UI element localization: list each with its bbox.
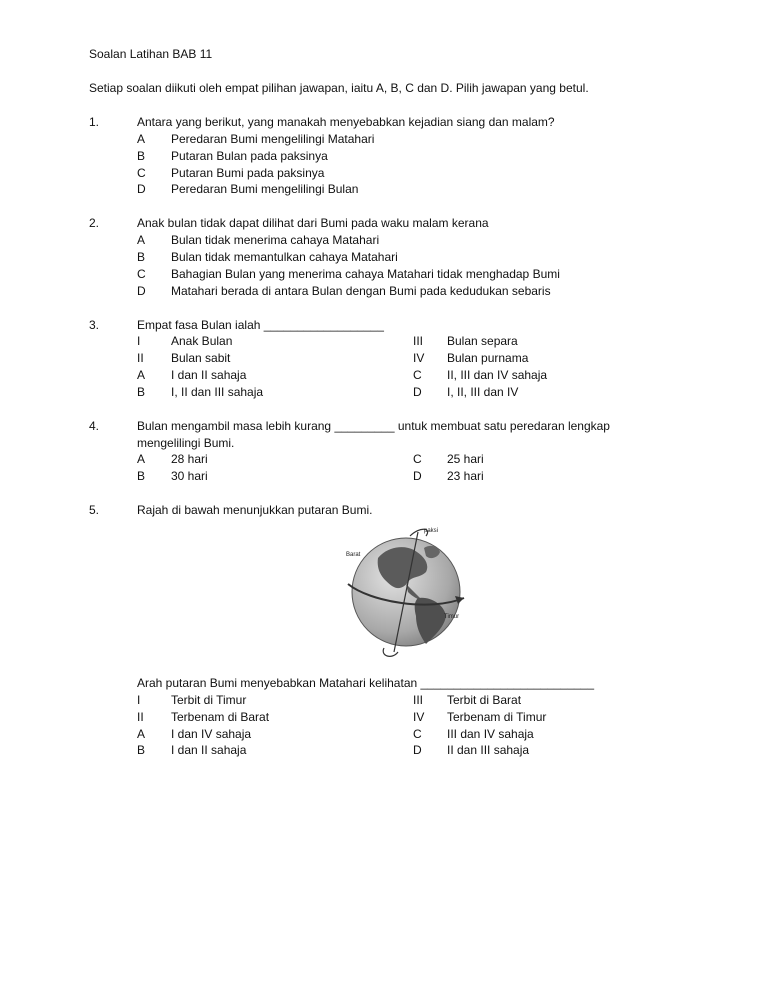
question-4-number: 4. xyxy=(89,419,100,433)
q1-option-d-text: Peredaran Bumi mengelilingi Bulan xyxy=(171,182,359,196)
q5-statement-iv-text: Terbenam di Timur xyxy=(447,710,547,724)
q3-statement-iii-text: Bulan separa xyxy=(447,334,518,348)
question-5-number: 5. xyxy=(89,503,100,517)
q5-statement-iv-numeral: IV xyxy=(413,710,425,724)
q3-option-c-letter: C xyxy=(413,368,422,382)
q4-option-c-letter: C xyxy=(413,452,422,466)
q1-option-a-letter: A xyxy=(137,132,146,146)
q2-option-c-letter: C xyxy=(137,267,146,281)
instructions: Setiap soalan diikuti oleh empat pilihan jawapan, iaitu A, B, C dan D. Pilih jawapan yang betul. xyxy=(89,81,589,95)
axis-label: paksi xyxy=(424,528,439,534)
q1-option-c-text: Putaran Bumi pada paksinya xyxy=(171,166,325,180)
q3-statement-iv-text: Bulan purnama xyxy=(447,351,529,365)
q5-option-a-text: I dan IV sahaja xyxy=(171,727,252,741)
q4-option-a-letter: A xyxy=(137,452,146,466)
q4-option-c-text: 25 hari xyxy=(447,452,484,466)
question-5-prompt: Arah putaran Bumi menyebabkan Matahari kelihatan __________________________ xyxy=(137,676,595,690)
q5-statement-i-text: Terbit di Timur xyxy=(171,693,247,707)
q3-statement-i-text: Anak Bulan xyxy=(171,334,233,348)
q5-statement-iii-numeral: III xyxy=(413,693,424,707)
question-3-number: 3. xyxy=(89,318,100,332)
question-1-text: Antara yang berikut, yang manakah menyebabkan kejadian siang dan malam? xyxy=(137,115,555,129)
q5-option-d-letter: D xyxy=(413,743,422,757)
q3-option-b-text: I, II dan III sahaja xyxy=(171,385,264,399)
question-1-number: 1. xyxy=(89,115,100,129)
question-5-text: Rajah di bawah menunjukkan putaran Bumi. xyxy=(137,503,373,517)
q1-option-b-text: Putaran Bulan pada paksinya xyxy=(171,149,328,163)
q3-statement-ii-text: Bulan sabit xyxy=(171,351,231,365)
q3-option-a-letter: A xyxy=(137,368,146,382)
q3-option-c-text: II, III dan IV sahaja xyxy=(447,368,548,382)
q3-statement-i-numeral: I xyxy=(137,334,141,348)
q5-statement-ii-numeral: II xyxy=(137,710,144,724)
q5-option-d-text: II dan III sahaja xyxy=(447,743,530,757)
q5-statement-i-numeral: I xyxy=(137,693,141,707)
earth-rotation-figure xyxy=(340,518,470,668)
q4-option-b-letter: B xyxy=(137,469,146,483)
q5-statement-ii-text: Terbenam di Barat xyxy=(171,710,270,724)
q4-option-d-letter: D xyxy=(413,469,422,483)
west-label: Barat xyxy=(346,552,361,558)
q2-option-a-text: Bulan tidak menerima cahaya Matahari xyxy=(171,233,380,247)
q4-option-a-text: 28 hari xyxy=(171,452,208,466)
q2-option-d-letter: D xyxy=(137,284,146,298)
question-3-text: Empat fasa Bulan ialah __________________ xyxy=(137,318,384,332)
worksheet-title: Soalan Latihan BAB 11 xyxy=(89,47,213,61)
q3-option-d-text: I, II, III dan IV xyxy=(447,385,519,399)
q3-statement-ii-numeral: II xyxy=(137,351,144,365)
q5-option-c-letter: C xyxy=(413,727,422,741)
q2-option-c-text: Bahagian Bulan yang menerima cahaya Matahari tidak menghadap Bumi xyxy=(171,267,560,281)
question-2-number: 2. xyxy=(89,216,100,230)
q5-option-c-text: III dan IV sahaja xyxy=(447,727,534,741)
q1-option-b-letter: B xyxy=(137,149,146,163)
q1-option-d-letter: D xyxy=(137,182,146,196)
question-4-text-line2: mengelilingi Bumi. xyxy=(137,436,235,450)
east-label: Timur xyxy=(444,614,460,620)
q2-option-b-letter: B xyxy=(137,250,146,264)
q3-option-d-letter: D xyxy=(413,385,422,399)
q3-option-b-letter: B xyxy=(137,385,146,399)
q3-statement-iv-numeral: IV xyxy=(413,351,425,365)
question-2-text: Anak bulan tidak dapat dilihat dari Bumi pada waku malam kerana xyxy=(137,216,489,230)
q2-option-a-letter: A xyxy=(137,233,146,247)
q4-option-d-text: 23 hari xyxy=(447,469,484,483)
q2-option-d-text: Matahari berada di antara Bulan dengan Bumi pada kedudukan sebaris xyxy=(171,284,551,298)
q5-option-a-letter: A xyxy=(137,727,146,741)
q3-statement-iii-numeral: III xyxy=(413,334,424,348)
q1-option-a-text: Peredaran Bumi mengelilingi Matahari xyxy=(171,132,375,146)
q5-option-b-letter: B xyxy=(137,743,146,757)
q3-option-a-text: I dan II sahaja xyxy=(171,368,247,382)
question-4-text-line1: Bulan mengambil masa lebih kurang _________ untuk membuat satu peredaran lengkap xyxy=(137,419,610,433)
q1-option-c-letter: C xyxy=(137,166,146,180)
q5-option-b-text: I dan II sahaja xyxy=(171,743,247,757)
q5-statement-iii-text: Terbit di Barat xyxy=(447,693,522,707)
q4-option-b-text: 30 hari xyxy=(171,469,208,483)
q2-option-b-text: Bulan tidak memantulkan cahaya Matahari xyxy=(171,250,398,264)
axis-spin-arrow-bottom xyxy=(383,648,398,656)
